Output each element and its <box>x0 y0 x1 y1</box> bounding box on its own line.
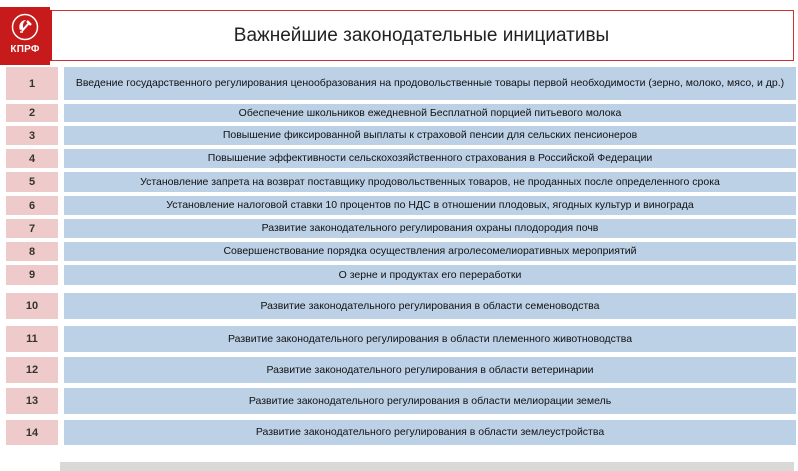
row-number: 8 <box>6 242 58 261</box>
row-number: 5 <box>6 172 58 192</box>
row-number: 14 <box>6 420 58 445</box>
table-row <box>6 265 796 285</box>
hammer-sickle-icon <box>11 13 39 41</box>
table-row <box>6 420 796 445</box>
table-row <box>6 219 796 238</box>
table-row <box>6 326 796 352</box>
row-number: 4 <box>6 149 58 168</box>
row-text: Развитие законодательного регулирования в области землеустройства <box>64 420 796 445</box>
row-text: Повышение эффективности сельскохозяйственного страхования в Российской Федерации <box>64 149 796 168</box>
table-row <box>6 104 796 122</box>
row-text: Введение государственного регулирования ценообразования на продовольственные товары первой необходимости (зерно, молоко, мясо, и др.) <box>64 67 796 100</box>
table-row <box>6 388 796 414</box>
row-number: 9 <box>6 265 58 285</box>
row-number: 3 <box>6 126 58 145</box>
row-text: Совершенствование порядка осуществления агролесомелиоративных мероприятий <box>64 242 796 261</box>
row-text: Развитие законодательного регулирования охраны плодородия почв <box>64 219 796 238</box>
table-row <box>6 196 796 215</box>
table-row <box>6 357 796 383</box>
row-text: Развитие законодательного регулирования в области мелиорации земель <box>64 388 796 414</box>
logo-text: КПРФ <box>10 44 40 55</box>
title-bar <box>50 10 794 61</box>
row-number: 10 <box>6 293 58 319</box>
row-text: Обеспечение школьников ежедневной Бесплатной порцией питьевого молока <box>64 104 796 122</box>
table-row <box>6 172 796 192</box>
row-number: 7 <box>6 219 58 238</box>
row-number: 1 <box>6 67 58 100</box>
row-number: 6 <box>6 196 58 215</box>
table-row <box>6 126 796 145</box>
row-number: 11 <box>6 326 58 352</box>
row-number: 13 <box>6 388 58 414</box>
row-text: О зерне и продуктах его переработки <box>64 265 796 285</box>
row-text: Развитие законодательного регулирования в области ветеринарии <box>64 357 796 383</box>
table-row <box>6 293 796 319</box>
table-row <box>6 242 796 261</box>
page-title: Важнейшие законодательные инициативы <box>233 24 610 46</box>
row-number: 12 <box>6 357 58 383</box>
party-logo <box>0 7 50 65</box>
row-text: Развитие законодательного регулирования в области племенного животноводства <box>64 326 796 352</box>
footer-bar <box>60 462 794 471</box>
row-text: Повышение фиксированной выплаты к страховой пенсии для сельских пенсионеров <box>64 126 796 145</box>
row-text: Установление налоговой ставки 10 процентов по НДС в отношении плодовых, ягодных культур и винограда <box>64 196 796 215</box>
row-text: Установление запрета на возврат поставщику продовольственных товаров, не проданных после определенного срока <box>64 172 796 192</box>
table-row <box>6 67 796 100</box>
row-number: 2 <box>6 104 58 122</box>
row-text: Развитие законодательного регулирования в области семеноводства <box>64 293 796 319</box>
table-row <box>6 149 796 168</box>
